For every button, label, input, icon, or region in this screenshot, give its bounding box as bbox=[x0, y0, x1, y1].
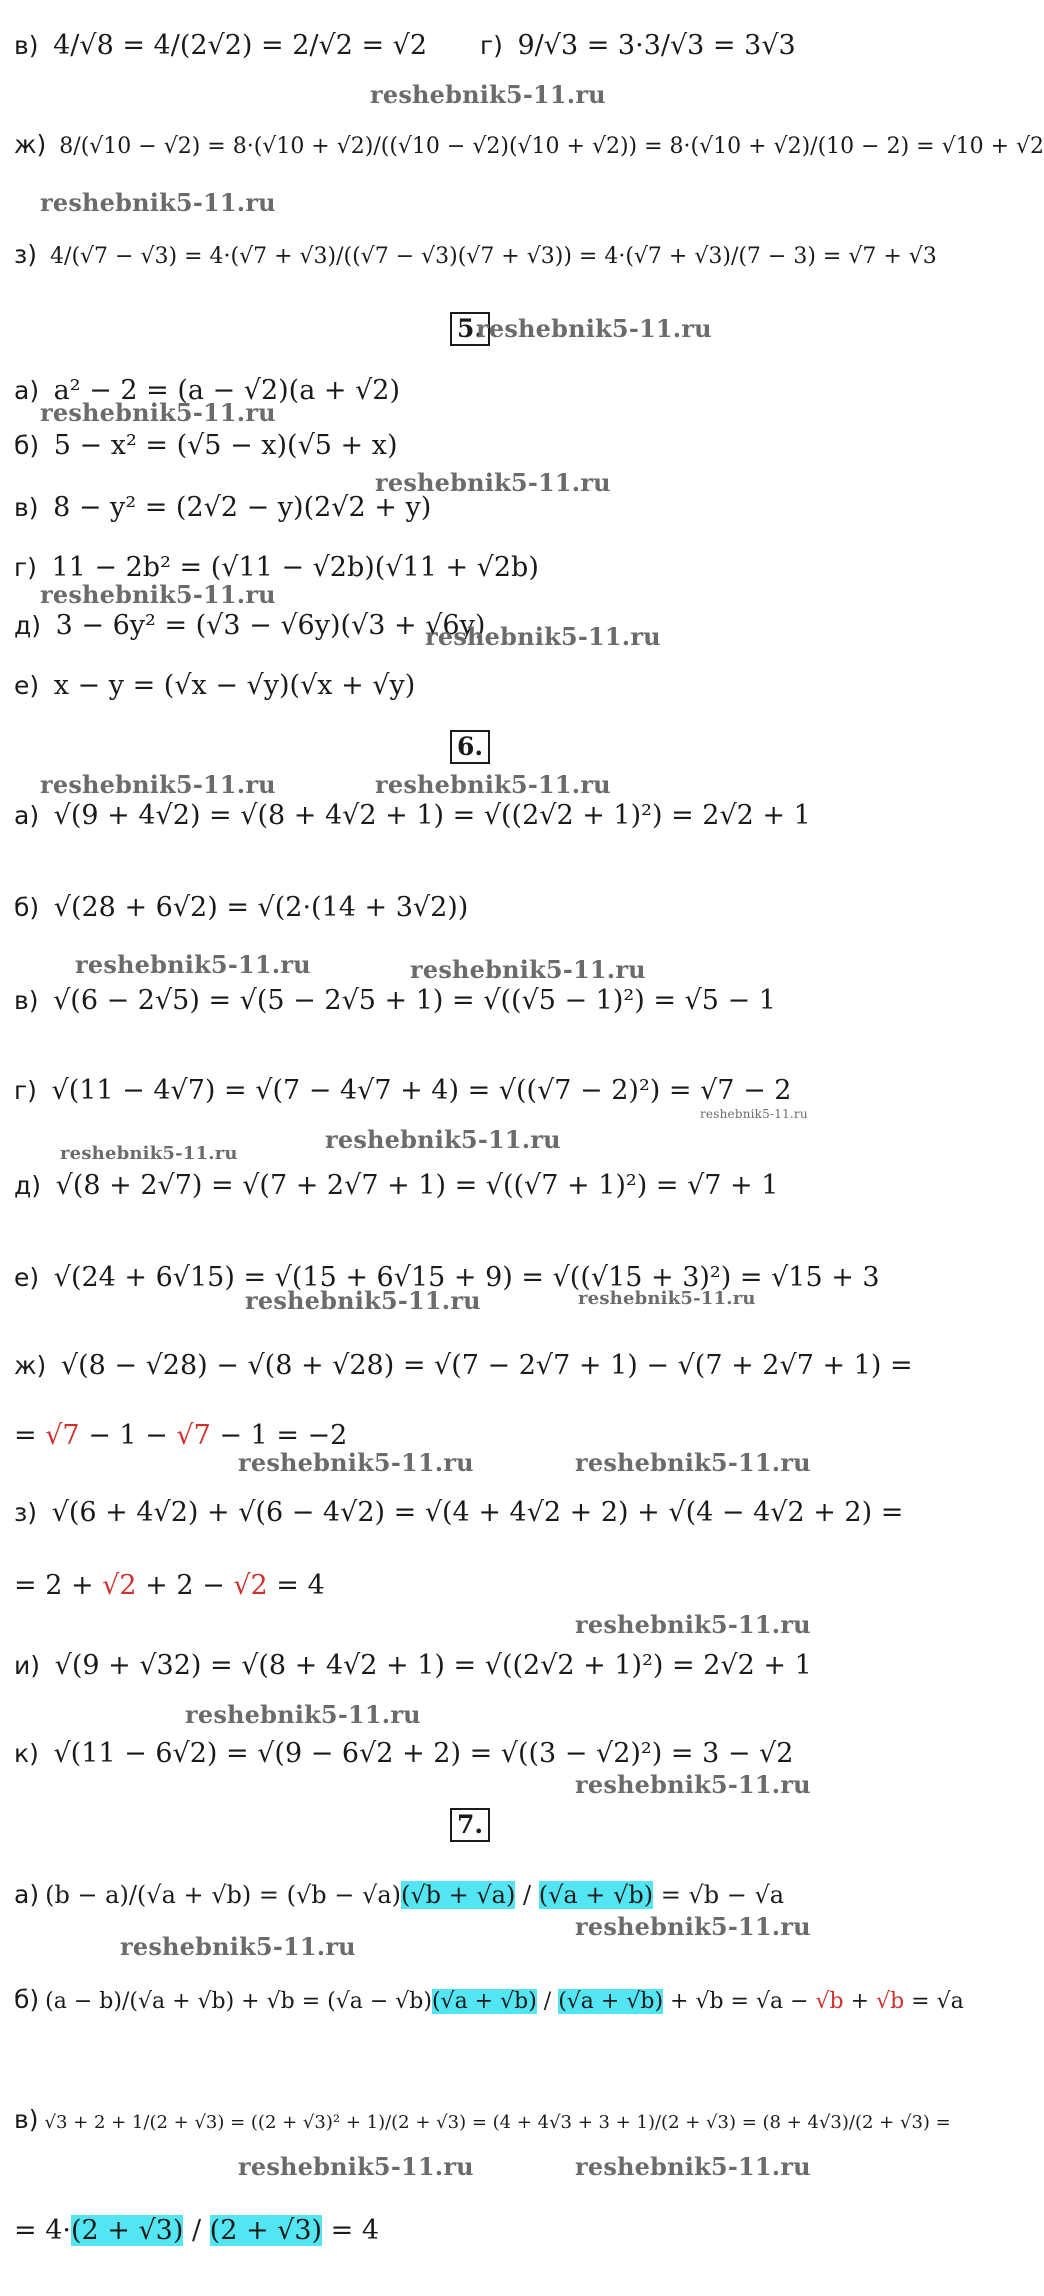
item-label: з) bbox=[14, 240, 38, 269]
item-label: г) bbox=[14, 1076, 37, 1105]
watermark: reshebnik5-11.ru bbox=[575, 1912, 811, 1941]
item-label: ж) bbox=[14, 130, 47, 159]
result-prefix: = 2 + bbox=[14, 1570, 103, 1601]
watermark: reshebnik5-11.ru bbox=[375, 468, 611, 497]
item-5v bbox=[14, 492, 431, 524]
item-label: е) bbox=[14, 671, 40, 700]
item-7b bbox=[14, 1985, 964, 2015]
cancelled-term: √7 bbox=[176, 1420, 211, 1451]
result-middle: − 1 − bbox=[79, 1420, 177, 1451]
highlighted-term: (√a + √b) bbox=[538, 1881, 654, 1909]
item-6a bbox=[14, 800, 811, 832]
watermark: reshebnik5-11.ru bbox=[575, 2152, 811, 2181]
item-4v bbox=[14, 30, 427, 62]
watermark: reshebnik5-11.ru bbox=[40, 770, 276, 799]
cancelled-term: √b bbox=[876, 1989, 905, 2014]
watermark: reshebnik5-11.ru bbox=[410, 955, 646, 984]
item-expression: √(8 + 2√7) = √(7 + 2√7 + 1) = √((√7 + 1)²) = √7 + 1 bbox=[55, 1170, 779, 1201]
item-label: в) bbox=[14, 2105, 39, 2134]
item-7a bbox=[14, 1880, 784, 1910]
item-7v bbox=[14, 2105, 951, 2135]
highlighted-term: (√a + √b) bbox=[558, 1989, 664, 2014]
highlighted-term: (√a + √b) bbox=[431, 1989, 537, 2014]
watermark: reshebnik5-11.ru bbox=[40, 580, 276, 609]
result-prefix: = bbox=[14, 1420, 46, 1451]
cancelled-term: √b bbox=[815, 1989, 844, 2014]
item-4zh bbox=[14, 130, 1044, 160]
highlighted-term: (2 + √3) bbox=[209, 2215, 323, 2246]
item-label: б) bbox=[14, 431, 40, 460]
result-suffix: − 1 = −2 bbox=[210, 1420, 348, 1451]
item-expression: 8 − y² = (2√2 − y)(2√2 + y) bbox=[53, 492, 432, 523]
watermark: reshebnik5-11.ru bbox=[700, 1107, 808, 1121]
result-middle: + 2 − bbox=[136, 1570, 234, 1601]
item-label: а) bbox=[14, 376, 40, 405]
item-expression: √(9 + 4√2) = √(8 + 4√2 + 1) = √((2√2 + 1)²) = 2√2 + 1 bbox=[53, 800, 811, 831]
item-4z bbox=[14, 240, 937, 270]
item-label: д) bbox=[14, 611, 42, 640]
section-number-5: 5. bbox=[450, 312, 490, 346]
item-result: = √a bbox=[904, 1989, 964, 2014]
item-label: в) bbox=[14, 493, 39, 522]
item-expression: √(24 + 6√15) = √(15 + 6√15 + 9) = √((√15 + 3)²) = √15 + 3 bbox=[53, 1262, 880, 1293]
watermark: reshebnik5-11.ru bbox=[40, 398, 276, 427]
item-label: в) bbox=[14, 31, 39, 60]
item-expression: 4/(√7 − √3) = 4·(√7 + √3)/((√7 − √3)(√7 + √3)) = 4·(√7 + √3)/(7 − 3) = √7 + √3 bbox=[50, 244, 937, 269]
section-number-6: 6. bbox=[450, 730, 490, 764]
result-prefix: = 4· bbox=[14, 2215, 71, 2246]
item-label: б) bbox=[14, 1985, 40, 2014]
item-expression: √(6 + 4√2) + √(6 − 4√2) = √(4 + 4√2 + 2) + √(4 − 4√2 + 2) = bbox=[51, 1497, 904, 1528]
watermark: reshebnik5-11.ru bbox=[375, 770, 611, 799]
item-expression: √(28 + 6√2) = √(2·(14 + 3√2)) bbox=[53, 892, 469, 923]
item-expression: 5 − x² = (√5 − x)(√5 + x) bbox=[53, 430, 398, 461]
item-4g bbox=[480, 30, 796, 62]
watermark: reshebnik5-11.ru bbox=[75, 950, 311, 979]
cancelled-term: √2 bbox=[233, 1570, 268, 1601]
item-6z bbox=[14, 1497, 903, 1529]
item-5e bbox=[14, 670, 415, 702]
highlighted-term: (√b + √a) bbox=[401, 1881, 516, 1909]
watermark: reshebnik5-11.ru bbox=[60, 1143, 238, 1164]
item-label: к) bbox=[14, 1739, 39, 1768]
item-label: а) bbox=[14, 801, 40, 830]
item-label: и) bbox=[14, 1651, 41, 1680]
watermark: reshebnik5-11.ru bbox=[238, 1448, 474, 1477]
section-number-7: 7. bbox=[450, 1808, 490, 1842]
watermark: reshebnik5-11.ru bbox=[476, 314, 712, 343]
item-label: в) bbox=[14, 986, 39, 1015]
item-result: = √b − √a bbox=[653, 1881, 785, 1909]
item-label: з) bbox=[14, 1498, 38, 1527]
watermark: reshebnik5-11.ru bbox=[370, 80, 606, 109]
item-result: + bbox=[843, 1989, 877, 2014]
watermark: reshebnik5-11.ru bbox=[120, 1932, 356, 1961]
watermark: reshebnik5-11.ru bbox=[425, 622, 661, 651]
watermark: reshebnik5-11.ru bbox=[575, 1610, 811, 1639]
item-label: г) bbox=[480, 31, 503, 60]
highlighted-term: (2 + √3) bbox=[70, 2215, 184, 2246]
item-expression: √(6 − 2√5) = √(5 − 2√5 + 1) = √((√5 − 1)²) = √5 − 1 bbox=[53, 985, 776, 1016]
item-6z-result bbox=[14, 1570, 325, 1602]
item-expression: 11 − 2b² = (√11 − √2b)(√11 + √2b) bbox=[51, 552, 539, 583]
cancelled-term: √2 bbox=[102, 1570, 137, 1601]
item-label: г) bbox=[14, 553, 37, 582]
item-6d bbox=[14, 1170, 778, 1202]
watermark: reshebnik5-11.ru bbox=[578, 1288, 756, 1309]
item-label: б) bbox=[14, 893, 40, 922]
watermark: reshebnik5-11.ru bbox=[245, 1286, 481, 1315]
cancelled-term: √7 bbox=[45, 1420, 80, 1451]
item-expression: √(9 + √32) = √(8 + 4√2 + 1) = √((2√2 + 1)²) = 2√2 + 1 bbox=[54, 1650, 812, 1681]
item-5b bbox=[14, 430, 398, 462]
item-expression: x − y = (√x − √y)(√x + √y) bbox=[53, 670, 416, 701]
item-expression: 9/√3 = 3·3/√3 = 3√3 bbox=[517, 30, 796, 61]
watermark: reshebnik5-11.ru bbox=[185, 1700, 421, 1729]
item-6g bbox=[14, 1075, 791, 1107]
item-expression: √(11 − 4√7) = √(7 − 4√7 + 4) = √((√7 − 2)²) = √7 − 2 bbox=[51, 1075, 792, 1106]
item-label: ж) bbox=[14, 1351, 47, 1380]
fraction-bar: / bbox=[183, 2215, 210, 2246]
item-label: д) bbox=[14, 1171, 42, 1200]
item-6zh bbox=[14, 1350, 913, 1382]
watermark: reshebnik5-11.ru bbox=[238, 2152, 474, 2181]
watermark: reshebnik5-11.ru bbox=[325, 1125, 561, 1154]
item-expression: (b − a)/(√a + √b) = (√b − √a) bbox=[45, 1881, 401, 1909]
item-expression: a² − 2 = (a − √2)(a + √2) bbox=[53, 375, 401, 406]
item-expression: (a − b)/(√a + √b) + √b = (√a − √b) bbox=[45, 1989, 432, 2014]
item-6i bbox=[14, 1650, 812, 1682]
item-7v-result bbox=[14, 2215, 379, 2247]
item-expression: 8/(√10 − √2) = 8·(√10 + √2)/((√10 − √2)(√10 + √2)) = 8·(√10 + √2)/(10 − 2) = √10 + √2 bbox=[59, 134, 1044, 159]
item-result: + √b = √a − bbox=[663, 1989, 816, 2014]
item-expression: 4/√8 = 4/(2√2) = 2/√2 = √2 bbox=[53, 30, 428, 61]
watermark: reshebnik5-11.ru bbox=[575, 1770, 811, 1799]
item-6b bbox=[14, 892, 468, 924]
watermark: reshebnik5-11.ru bbox=[40, 188, 276, 217]
item-expression: √3 + 2 + 1/(2 + √3) = ((2 + √3)² + 1)/(2 + √3) = (4 + 4√3 + 3 + 1)/(2 + √3) = (8 + 4√3)/(2 + √3) = bbox=[44, 2112, 951, 2133]
item-6v bbox=[14, 985, 776, 1017]
item-5d bbox=[14, 610, 485, 642]
item-expression: 3 − 6y² = (√3 − √6y)(√3 + √6y) bbox=[55, 610, 486, 641]
watermark: reshebnik5-11.ru bbox=[575, 1448, 811, 1477]
result-suffix: = 4 bbox=[322, 2215, 380, 2246]
item-expression: √(11 − 6√2) = √(9 − 6√2 + 2) = √((3 − √2)²) = 3 − √2 bbox=[53, 1738, 794, 1769]
item-label: е) bbox=[14, 1263, 40, 1292]
item-6k bbox=[14, 1738, 793, 1770]
fraction-bar: / bbox=[515, 1881, 539, 1909]
fraction-bar: / bbox=[536, 1989, 559, 2014]
result-suffix: = 4 bbox=[267, 1570, 325, 1601]
item-expression: √(8 − √28) − √(8 + √28) = √(7 − 2√7 + 1) − √(7 + 2√7 + 1) = bbox=[60, 1350, 913, 1381]
item-label: а) bbox=[14, 1880, 40, 1909]
